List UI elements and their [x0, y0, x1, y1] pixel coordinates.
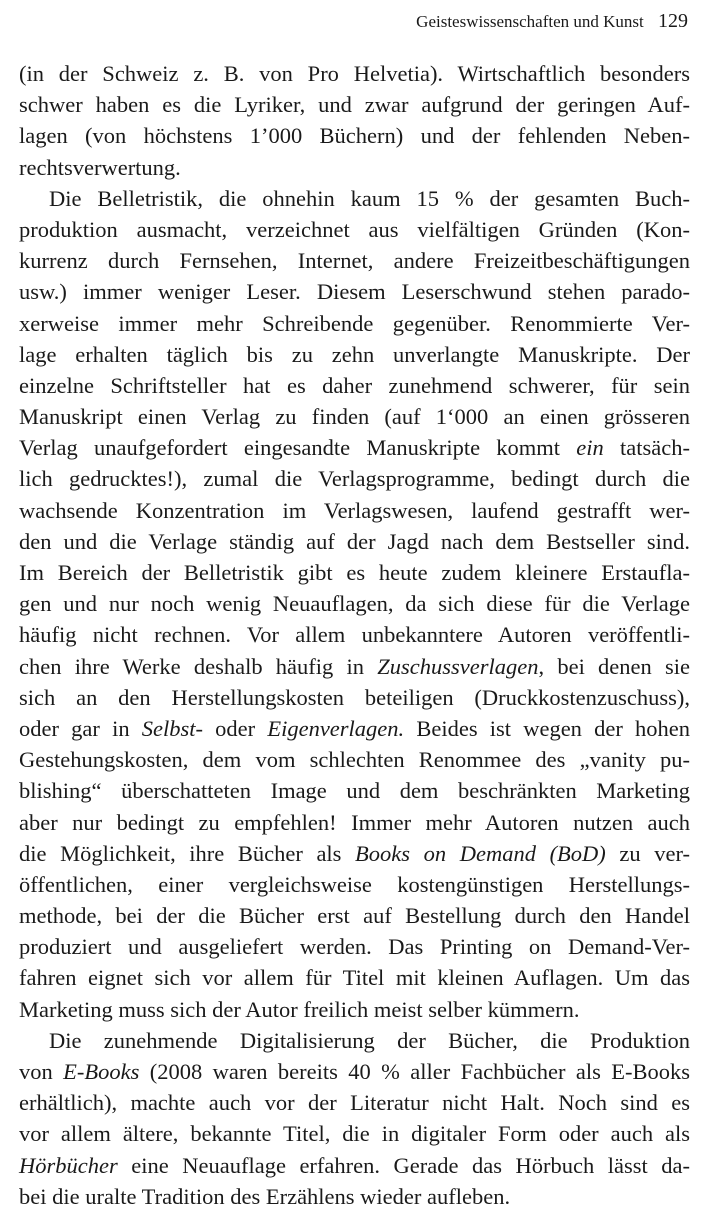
running-head [416, 10, 688, 33]
paragraph [19, 183, 690, 1025]
text-line: chen ihre Werke deshalb häufig in Zuschussverlagen, bei denen sie [19, 653, 690, 679]
text-line: bei die uralte Tradition des Erzählens wieder aufleben. [19, 1183, 511, 1209]
italic-term: Zuschussverlagen [377, 653, 539, 679]
text-line: die Möglichkeit, ihre Bücher als Books on Demand (BoD) zu ver- [19, 840, 691, 866]
italic-term: Eigenverlagen. [267, 715, 405, 741]
text-line: häufig nicht rechnen. Vor allem unbekanntere Autoren veröffentli- [19, 622, 690, 648]
italic-term: Selbst- [141, 715, 203, 741]
text-line: erhältlich), machte auch vor der Literatur nicht Halt. Noch sind es [19, 1090, 690, 1116]
text-line: oder gar in Selbst- oder Eigenverlagen. Beides ist wegen der hohen [19, 715, 690, 741]
text-line: kurrenz durch Fernsehen, Internet, andere Freizeitbeschäftigungen [19, 248, 690, 274]
text-line: Marketing muss sich der Autor freilich meist selber kümmern. [19, 996, 580, 1022]
text-line: blishing“ überschatteten Image und dem beschränkten Marketing [19, 778, 690, 804]
italic-term: ein [576, 435, 604, 461]
page-number: 129 [658, 10, 688, 32]
text-line: aber nur bedingt zu empfehlen! Immer mehr Autoren nutzen auch [19, 809, 690, 835]
text-line: vor allem ältere, bekannte Titel, die in digitaler Form oder auch als [19, 1121, 690, 1147]
text-line: rechtsverwertung. [19, 154, 181, 180]
text-line: sich an den Herstellungskosten beteiligen (Druckkostenzuschuss), [19, 684, 690, 710]
text-line: Im Bereich der Belletristik gibt es heute zudem kleinere Erstaufla- [19, 560, 690, 585]
text-line: produktion ausmacht, verzeichnet aus vielfältigen Gründen (Kon- [19, 216, 690, 242]
text-line: Die Belletristik, die ohnehin kaum 15 % der gesamten Buch- [49, 185, 690, 211]
text-line: Verlag unaufgefordert eingesandte Manuskripte kommt ein tatsäch- [19, 435, 690, 461]
text-line: xerweise immer mehr Schreibende gegenüber. Renommierte Ver- [19, 310, 690, 336]
text-line: methode, bei der die Bücher erst auf Bestellung durch den Handel [19, 903, 690, 929]
text-line: (in der Schweiz z. B. von Pro Helvetia). Wirtschaftlich besonders [19, 61, 690, 86]
text-line: produziert und ausgeliefert werden. Das Printing on Demand-Ver- [19, 934, 690, 960]
paragraph [19, 58, 690, 183]
text-line: Gestehungskosten, dem vom schlechten Renommee des „vanity pu- [19, 747, 690, 773]
text-line: von E-Books (2008 waren bereits 40 % aller Fachbücher als E-Books [19, 1059, 691, 1084]
italic-term: Books on Demand (BoD) [355, 840, 606, 866]
text-line: Hörbücher eine Neuauflage erfahren. Gerade das Hörbuch lässt da- [19, 1152, 690, 1178]
text-line: schwer haben es die Lyriker, und zwar aufgrund der geringen Auf- [19, 92, 690, 118]
italic-term: Hörbücher [19, 1152, 118, 1178]
italic-term: E-Books [63, 1059, 140, 1084]
text-line: lagen (von höchstens 1’000 Büchern) und der fehlenden Neben- [19, 123, 690, 149]
text-line: einzelne Schriftsteller hat es daher zunehmend schwerer, für sein [19, 372, 690, 398]
running-title: Geisteswissenschaften und Kunst [416, 12, 644, 31]
text-line: den und die Verlage ständig auf der Jagd nach dem Bestseller sind. [19, 528, 690, 554]
text-line: Manuskript einen Verlag zu finden (auf 1‘000 an einen grösseren [19, 404, 690, 430]
text-line: wachsende Konzentration im Verlagswesen, laufend gestrafft wer- [19, 497, 690, 523]
paragraph [19, 1025, 690, 1212]
text-line: Die zunehmende Digitalisierung der Bücher, die Produktion [49, 1027, 690, 1053]
text-line: lage erhalten täglich bis zu zehn unverlangte Manuskripte. Der [19, 341, 690, 367]
text-line: öffentlichen, einer vergleichsweise kostengünstigen Herstellungs- [19, 871, 690, 897]
text-line: gen und nur noch wenig Neuauflagen, da sich diese für die Verlage [19, 591, 690, 617]
text-line: lich gedrucktes!), zumal die Verlagsprogramme, bedingt durch die [19, 466, 690, 492]
text-line: fahren eignet sich vor allem für Titel mit kleinen Auflagen. Um das [19, 965, 690, 991]
text-line: usw.) immer weniger Leser. Diesem Leserschwund stehen parado- [19, 279, 690, 305]
body-text [19, 58, 690, 1212]
